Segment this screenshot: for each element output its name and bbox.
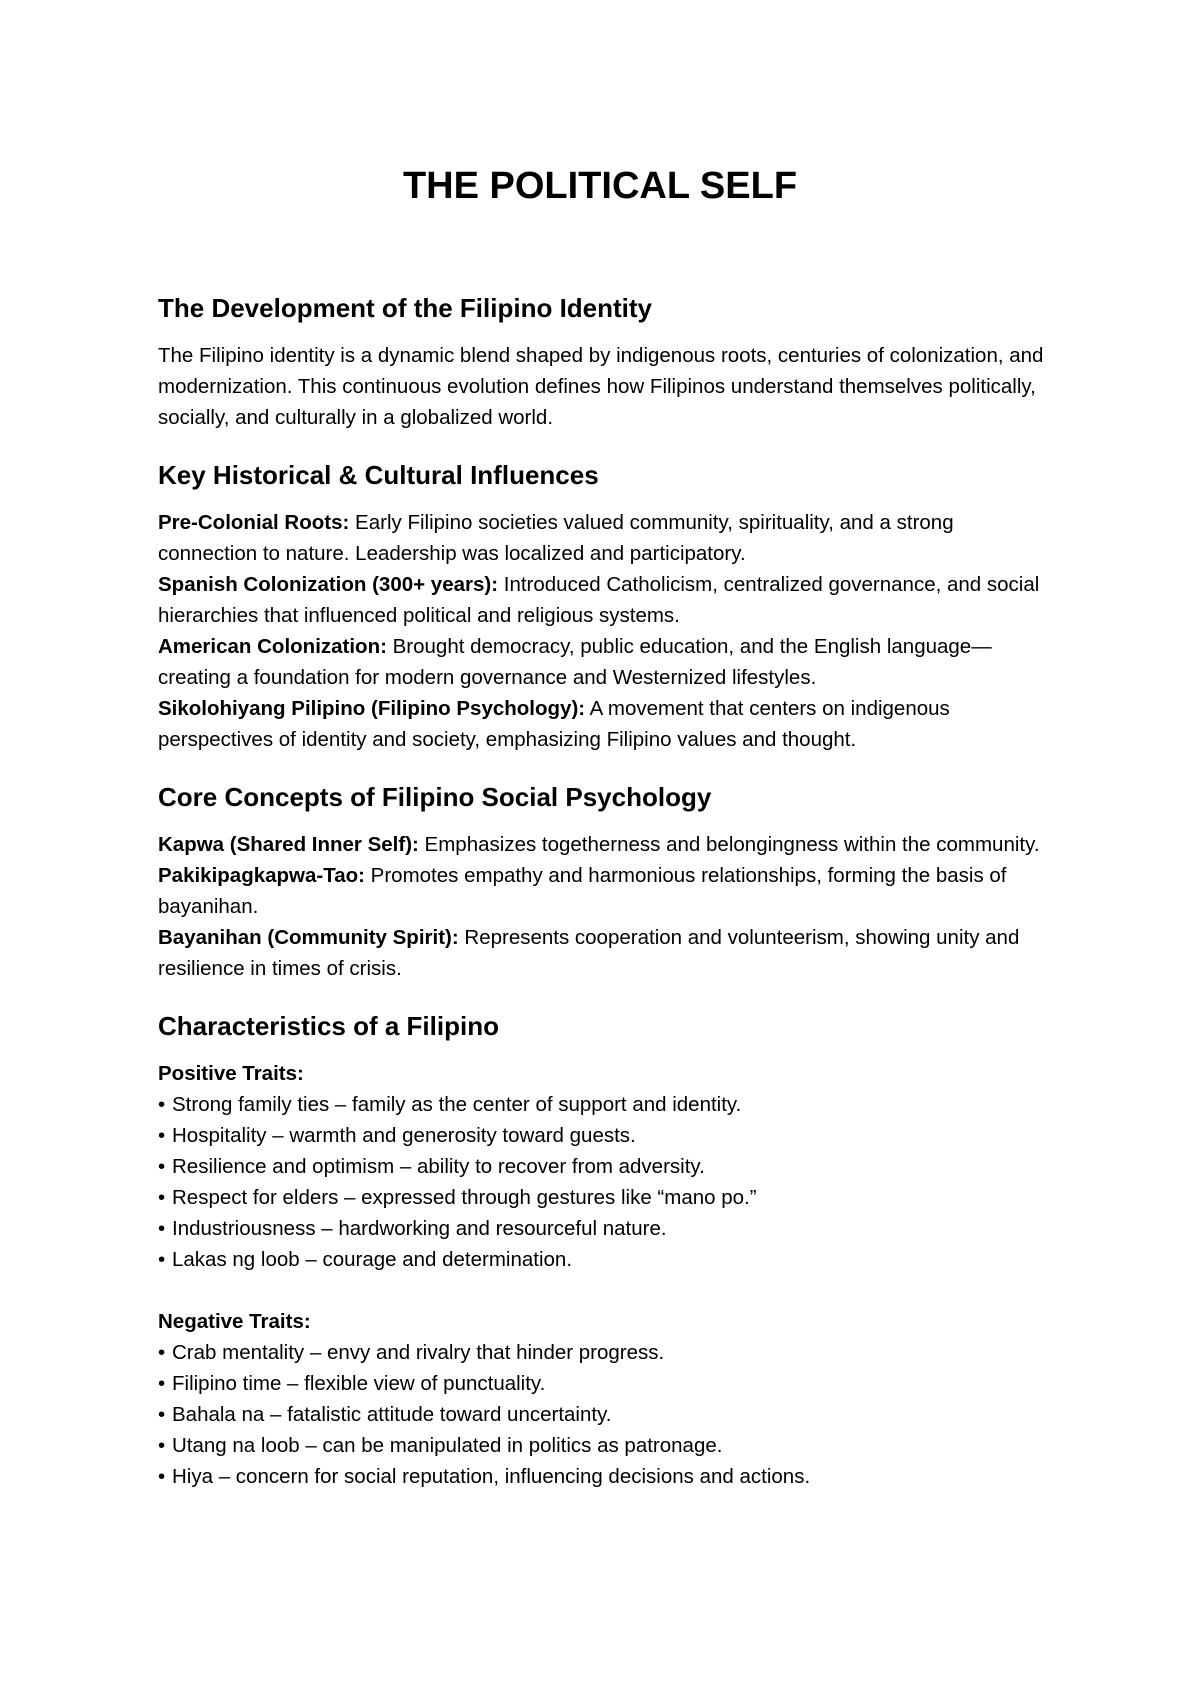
list-item [158,1430,1058,1461]
section-heading-development: The Development of the Filipino Identity [158,293,653,323]
core-entry-pakikipagkapwa [158,860,1058,922]
entry-text: A movement that centers on indigenous perspectives of identity and society, emphasizing Filipino values and thought. [158,697,950,751]
bullet-icon: • [158,1341,166,1364]
section-heading-characteristics: Characteristics of a Filipino [158,1011,499,1041]
list-item-text: Filipino time – flexible view of punctuality. [172,1372,546,1395]
bullet-icon: • [158,1434,166,1457]
core-entry-bayanihan [158,922,1058,984]
list-item-text: Respect for elders – expressed through gestures like “mano po.” [172,1186,757,1209]
entry-text: Brought democracy, public education, and the English language—creating a foundation for modern governance and Westernized lifestyles. [158,635,992,689]
negative-traits-list [158,1337,1058,1492]
entry-term: American Colonization: [158,635,387,658]
entry-text: Early Filipino societies valued community, spirituality, and a strong connection to nature. Leadership was localized and participatory. [158,511,954,565]
bullet-icon: • [158,1093,166,1116]
list-item-text: Resilience and optimism – ability to recover from adversity. [172,1155,705,1178]
list-item [158,1461,1058,1492]
bullet-icon: • [158,1124,166,1147]
list-item [158,1399,1058,1430]
bullet-icon: • [158,1372,166,1395]
list-item-text: Hospitality – warmth and generosity toward guests. [172,1124,636,1147]
negative-traits-label: Negative Traits: [158,1310,311,1333]
entry-term: Pre-Colonial Roots: [158,511,350,534]
list-item-text: Crab mentality – envy and rivalry that hinder progress. [172,1341,665,1364]
influence-entry-sikolohiya [158,693,1058,755]
list-item-text: Strong family ties – family as the center of support and identity. [172,1093,742,1116]
list-item [158,1244,1058,1275]
list-item [158,1213,1058,1244]
influence-entry-precolonial [158,507,1058,569]
influence-entry-american [158,631,1058,693]
entry-text: Promotes empathy and harmonious relationships, forming the basis of bayanihan. [158,864,1007,918]
list-item-text: Industriousness – hardworking and resourceful nature. [172,1217,667,1240]
bullet-icon: • [158,1217,166,1240]
entry-text: Emphasizes togetherness and belongingness within the community. [418,833,1040,856]
list-item-text: Utang na loob – can be manipulated in politics as patronage. [172,1434,723,1457]
bullet-icon: • [158,1155,166,1178]
bullet-icon: • [158,1403,166,1426]
list-item [158,1151,1058,1182]
list-item [158,1368,1058,1399]
section-heading-core-concepts: Core Concepts of Filipino Social Psychology [158,782,712,812]
development-paragraph: The Filipino identity is a dynamic blend shaped by indigenous roots, centuries of colonization, and modernization. This continuous evolution defines how Filipinos understand themselves politically, socially, and culturally in a globalized world. [158,344,1044,429]
list-item-text: Lakas ng loob – courage and determination. [172,1248,573,1271]
section-heading-influences: Key Historical & Cultural Influences [158,460,599,490]
entry-term: Sikolohiyang Pilipino (Filipino Psychology): [158,697,586,720]
list-item [158,1182,1058,1213]
bullet-icon: • [158,1248,166,1271]
entry-term: Bayanihan (Community Spirit): [158,926,459,949]
list-item [158,1120,1058,1151]
positive-traits-list [158,1089,1058,1275]
positive-traits-label: Positive Traits: [158,1062,304,1085]
document-body [158,290,1058,1492]
entry-text: Represents cooperation and volunteerism, showing unity and resilience in times of crisis. [158,926,1020,980]
page-title: THE POLITICAL SELF [402,165,798,207]
list-item-text: Bahala na – fatalistic attitude toward uncertainty. [172,1403,612,1426]
influence-entry-spanish [158,569,1058,631]
entry-term: Pakikipagkapwa-Tao: [158,864,365,887]
bullet-icon: • [158,1186,166,1209]
list-item [158,1337,1058,1368]
entry-term: Kapwa (Shared Inner Self): [158,833,419,856]
entry-term: Spanish Colonization (300+ years): [158,573,499,596]
list-item [158,1089,1058,1120]
core-entry-kapwa [158,829,1058,860]
bullet-icon: • [158,1465,166,1488]
list-item-text: Hiya – concern for social reputation, influencing decisions and actions. [172,1465,811,1488]
entry-text: Introduced Catholicism, centralized governance, and social hierarchies that influenced political and religious systems. [158,573,1040,627]
